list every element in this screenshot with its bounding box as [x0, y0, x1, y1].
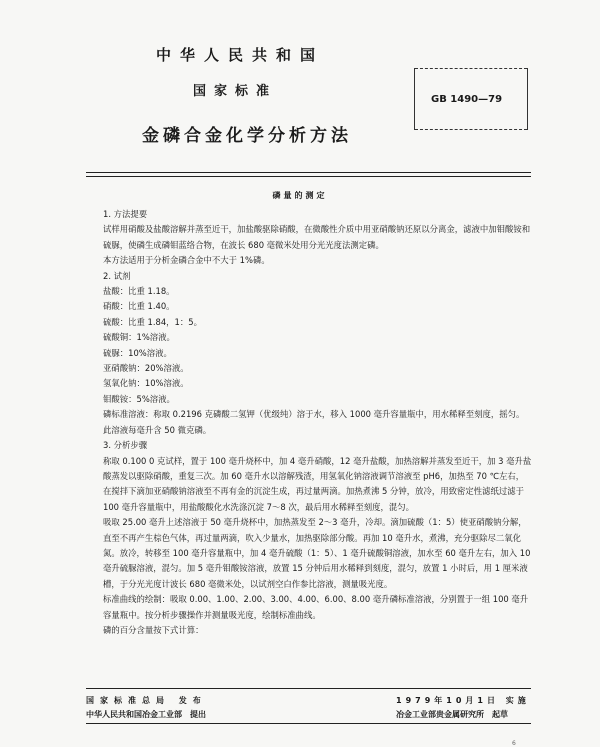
- standard-code: GB 1490—79: [431, 94, 503, 105]
- paragraph: 磷标准溶液：称取 0.2196 克磷酸二氢钾（优级纯）溶于水，移入 1000 毫升容量瓶中，用水稀释至刻度，摇匀。此溶液每毫升含 50 微克磷。: [103, 409, 525, 435]
- paragraph: 硫酸：比重 1.84，1：5。: [103, 316, 202, 327]
- paragraph: 钼酸铵：5%溶液。: [103, 393, 175, 404]
- paragraph: 硫酸铜：1%溶液。: [103, 332, 175, 343]
- page-mark: 6: [512, 740, 516, 747]
- section-title: 磷量的测定: [272, 191, 328, 200]
- paragraph: 硫脲：10%溶液。: [103, 347, 172, 358]
- paragraph: 磷的百分含量按下式计算：: [103, 624, 204, 635]
- issuer: 国家标准总局 发布: [86, 696, 207, 705]
- footer-rule-bottom: [86, 723, 531, 724]
- paragraph: 本方法适用于分析金磷合金中不大于 1%磷。: [103, 255, 270, 266]
- document-body: [86, 207, 532, 638]
- document-title: 金磷合金化学分析方法: [142, 126, 352, 146]
- paragraph: 硝酸：比重 1.40。: [103, 301, 175, 312]
- footer-rule-top: [86, 688, 531, 689]
- paragraph: 亚硝酸钠：20%溶液。: [103, 363, 189, 374]
- paragraph: 3. 分析步骤: [103, 440, 148, 451]
- country-title: 中华人民共和国: [156, 46, 325, 64]
- paragraph: 称取 0.100 0 克试样，置于 100 毫升烧杯中，加 4 毫升硝酸，12 毫升盐酸，加热溶解并蒸发至近干，加 3 毫升盐酸蒸发以驱除硝酸，重复三次。加 60 毫升水以溶解残渣，用氢氧化钠溶液调节溶液至 pH6，加热至 70 ℃左右，在搅拌下滴加亚硝酸钠溶液至不再有金的沉淀生成，再过量两滴。加热煮沸 5 分钟，放冷，用致密定性滤纸过滤于 100 毫升容量瓶中，用盐酸酸化水洗涤沉淀 7～8 次，最后用水稀释至刻度，混匀。: [103, 455, 532, 512]
- paragraph: 1. 方法提要: [103, 209, 148, 219]
- paragraph: 试样用硝酸及盐酸溶解并蒸至近干，加盐酸驱除硝酸，在微酸性介质中用亚硝酸钠还原以分离金，滤液中加钼酸铵和硫脲，使磷生成磷钼蓝络合物，在波长 680 毫微米处用分光光度法测定磷。: [103, 224, 531, 250]
- paragraph: 2. 试剂: [103, 270, 131, 281]
- top-rule: [86, 172, 531, 173]
- paragraph: 盐酸：比重 1.18。: [103, 286, 175, 297]
- drafter: 冶金工业部贵金属研究所 起草: [396, 710, 508, 719]
- top-rule-thin: [86, 176, 531, 177]
- effective-date: 1979年10月1日 实施: [396, 696, 530, 705]
- proposer: 中华人民共和国冶金工业部 提出: [86, 710, 206, 719]
- paragraph: 标准曲线的绘制：吸取 0.00、1.00、2.00、3.00、4.00、6.00、8.00 毫升磷标准溶液，分别置于一组 100 毫升容量瓶中。按分析步骤操作并测量吸光度，绘制标准曲线。: [103, 594, 529, 620]
- standard-type: 国家标准: [193, 84, 278, 99]
- paragraph: 氢氧化钠：10%溶液。: [103, 378, 189, 389]
- standard-code-box: [414, 68, 528, 130]
- paragraph: 吸取 25.00 毫升上述溶液于 50 毫升烧杯中，加热蒸发至 2～3 毫升，冷却。滴加硫酸（1：5）使亚硝酸钠分解，直至不再产生棕色气体，再过量两滴，吹入少量水，加热驱除部分酸。再加 10 毫升水，煮沸，充分驱除尽二氧化氮。放冷，转移至 100 毫升容量瓶中，加 4 毫升硫酸（1：5）、1 毫升硫酸铜溶液，加水至 60 毫升左右，加入 10 毫升硫脲溶液，混匀。加 5 毫升钼酸铵溶液，放置 15 分钟后用水稀释到刻度，混匀，放置 1 小时后，用 1 厘米液槽，于分光光度计波长 680 毫微米处，以试剂空白作参比溶液，测量吸光度。: [103, 517, 531, 589]
